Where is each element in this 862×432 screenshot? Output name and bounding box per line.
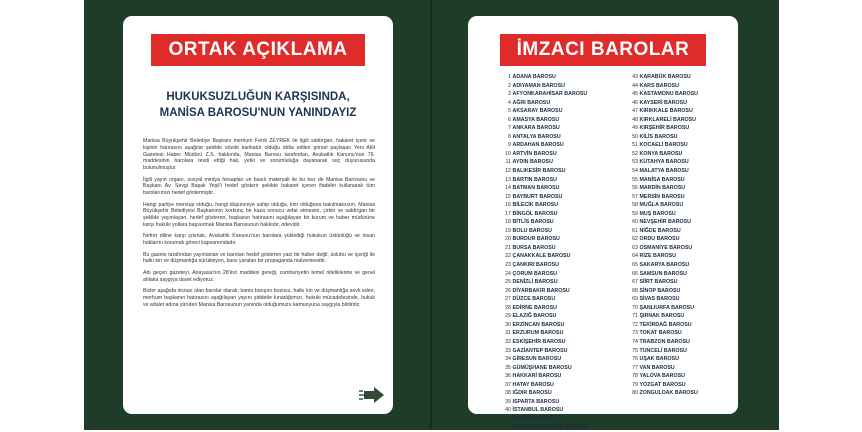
list-item — [502, 329, 588, 338]
list-item — [629, 201, 698, 210]
list-item — [629, 372, 698, 381]
list-item-name: KAHRAMANMARAŞ BAROSU — [512, 424, 588, 431]
list-item-name: RİZE BAROSU — [639, 253, 676, 260]
list-item — [502, 244, 588, 253]
list-item-number: 70 — [632, 304, 638, 311]
list-item — [502, 304, 588, 313]
list-item-name: YALOVA BAROSU — [639, 373, 685, 380]
list-item-number: 49 — [632, 125, 638, 132]
list-item — [629, 176, 698, 185]
list-item — [629, 184, 698, 193]
list-item-name: KOCAELİ BAROSU — [639, 142, 688, 149]
list-item — [502, 261, 588, 270]
list-item — [629, 261, 698, 270]
list-item-number: 8 — [508, 133, 511, 140]
list-item-name: IĞDIR BAROSU — [512, 390, 552, 397]
list-item — [629, 167, 698, 176]
list-item-number: 79 — [632, 381, 638, 388]
list-item-name: MUŞ BAROSU — [639, 210, 676, 217]
list-item — [629, 287, 698, 296]
list-item — [629, 150, 698, 159]
list-item-number: 29 — [505, 313, 511, 320]
list-item — [502, 158, 588, 167]
list-item — [502, 82, 588, 91]
list-item-name: ZONGULDAK BAROSU — [639, 390, 698, 397]
list-item-number: 73 — [632, 330, 638, 337]
headline-line-2: MANİSA BAROSU'NUN YANINDAYIZ — [159, 107, 357, 119]
list-item-name: SİNOP BAROSU — [639, 287, 681, 294]
list-item-name: SİVAS BAROSU — [639, 296, 680, 303]
list-item — [629, 227, 698, 236]
list-item — [629, 355, 698, 364]
bar-list-column-2 — [629, 73, 698, 398]
list-item-name: KİLİS BAROSU — [639, 133, 678, 140]
list-item — [629, 124, 698, 133]
statement-body — [143, 138, 375, 313]
list-item-number: 31 — [505, 330, 511, 337]
list-item-name: ERZİNCAN BAROSU — [512, 321, 565, 328]
list-item-number: 3 — [508, 91, 511, 98]
list-item-number: 63 — [632, 244, 638, 251]
list-item-number: 55 — [632, 176, 638, 183]
list-item-number: 66 — [632, 270, 638, 277]
list-item-number: 19 — [505, 227, 511, 234]
statement-headline — [133, 89, 383, 121]
list-item-name: BİNGÖL BAROSU — [512, 210, 558, 217]
list-item — [502, 372, 588, 381]
list-item-number: 59 — [632, 210, 638, 217]
list-item-name: BALIKESİR BAROSU — [512, 168, 566, 175]
list-item-number: 25 — [505, 279, 511, 286]
list-item — [502, 116, 588, 125]
list-item — [502, 389, 588, 398]
list-item-name: KARS BAROSU — [639, 82, 679, 89]
list-item — [629, 338, 698, 347]
list-item-name: MALATYA BAROSU — [639, 168, 689, 175]
list-item-number: 67 — [632, 279, 638, 286]
list-item — [502, 124, 588, 133]
list-item-name: YOZGAT BAROSU — [639, 381, 686, 388]
list-item-name: AFYONKARAHİSAR BAROSU — [512, 91, 588, 98]
list-item — [502, 312, 588, 321]
list-item — [502, 415, 588, 424]
list-item-name: HAKKARİ BAROSU — [512, 373, 562, 380]
list-item-name: BOLU BAROSU — [512, 227, 552, 234]
list-item-name: KIRŞEHİR BAROSU — [639, 125, 690, 132]
list-item — [502, 167, 588, 176]
list-item-name: NİĞDE BAROSU — [639, 227, 681, 234]
bar-list-column-1 — [502, 73, 588, 432]
list-item — [629, 329, 698, 338]
list-item-number: 1 — [508, 74, 511, 80]
list-item-number: 80 — [632, 390, 638, 397]
list-item — [629, 210, 698, 219]
list-item — [502, 99, 588, 108]
list-item — [629, 73, 698, 82]
list-item-name: SAMSUN BAROSU — [639, 270, 687, 277]
list-item-number: 51 — [632, 142, 638, 149]
list-item — [629, 270, 698, 279]
list-item — [502, 347, 588, 356]
list-item — [502, 338, 588, 347]
list-item-number: 50 — [632, 133, 638, 140]
list-item — [502, 321, 588, 330]
list-item-name: VAN BAROSU — [639, 364, 675, 371]
list-item — [629, 252, 698, 261]
list-item-name: TUNCELİ BAROSU — [639, 347, 687, 354]
list-item — [629, 312, 698, 321]
list-item-name: TEKİRDAĞ BAROSU — [639, 321, 692, 328]
list-item-name: KÜTAHYA BAROSU — [639, 159, 689, 166]
list-item — [502, 270, 588, 279]
list-item — [502, 398, 588, 407]
list-item-name: AMASYA BAROSU — [512, 116, 560, 123]
signatory-bars-page — [468, 16, 738, 431]
list-item — [629, 116, 698, 125]
list-item-name: ÇORUM BAROSU — [512, 270, 557, 277]
signatories-banner: İMZACI BAROLAR — [500, 34, 706, 66]
statement-paragraph: Manisa Büyükşehir Belediye Başkanı merhum Ferdi ZEYREK ile ilgili saldırgan, hakaret içerir ve kişinin hatırasını aşağılar şekilde sözde karikatür olduğu iddia edilen görsel paylaşan Yeni Akit Gazetesi Haber Müdürü Z.S. hakkında, Manisa Barosu tarafından, Avukatlık Kanunu'nun 76. maddesinin barolara tevdi ettiği hak, yetki ve sorumluluğa dayanarak suç duyurusunda bulunulmuştur. — [143, 138, 375, 172]
list-item-number: 40 — [505, 407, 511, 414]
list-item-name: GİRESUN BAROSU — [512, 356, 562, 363]
list-item-name: MUĞLA BAROSU — [639, 202, 684, 209]
list-item-name: ANKARA BAROSU — [512, 125, 560, 132]
list-item-name: BARTIN BAROSU — [512, 176, 557, 183]
list-item — [629, 218, 698, 227]
list-item — [629, 321, 698, 330]
list-item-number: 72 — [632, 321, 638, 328]
list-item-name: BATMAN BAROSU — [512, 185, 560, 192]
page-fold — [430, 0, 432, 430]
list-item — [629, 295, 698, 304]
list-item-name: AYDIN BAROSU — [512, 159, 553, 166]
list-item-number: 75 — [632, 347, 638, 354]
list-item — [629, 244, 698, 253]
list-item — [502, 423, 588, 432]
list-item-number: 7 — [508, 125, 511, 132]
list-item-name: BİTLİS BAROSU — [512, 219, 554, 226]
list-item-number: 13 — [505, 176, 511, 183]
list-item-name: MANİSA BAROSU — [639, 176, 685, 183]
list-item — [629, 158, 698, 167]
list-item-name: HATAY BAROSU — [512, 381, 554, 388]
list-item-number: 46 — [632, 99, 638, 106]
list-item-name: ANTALYA BAROSU — [512, 133, 561, 140]
list-item — [502, 107, 588, 116]
headline-line-1: HUKUKSUZLUĞUN KARŞISINDA, — [166, 91, 350, 103]
list-item-number: 17 — [505, 210, 511, 217]
list-item-number: 30 — [505, 321, 511, 328]
list-item-number: 47 — [632, 108, 638, 115]
list-item-number: 26 — [505, 287, 511, 294]
list-item-number: 62 — [632, 236, 638, 243]
list-item — [629, 304, 698, 313]
list-item-name: SİİRT BAROSU — [639, 279, 678, 286]
list-item-name: ADIYAMAN BAROSU — [512, 82, 565, 89]
list-item-name: TOKAT BAROSU — [639, 330, 682, 337]
list-item-number: 12 — [505, 168, 511, 175]
list-item-name: ARDAHAN BAROSU — [512, 142, 564, 149]
list-item-name: AĞRI BAROSU — [512, 99, 551, 106]
list-item — [502, 133, 588, 142]
list-item-name: DİYARBAKIR BAROSU — [512, 287, 570, 294]
list-item-number: 5 — [508, 108, 511, 115]
list-item-name: ERZURUM BAROSU — [512, 330, 564, 337]
list-item-name: BURDUR BAROSU — [512, 236, 560, 243]
list-item-number: 2 — [508, 82, 511, 89]
list-item-name: BAYBURT BAROSU — [512, 193, 563, 200]
list-item-number: 48 — [632, 116, 638, 123]
list-item-name: BİLECİK BAROSU — [512, 202, 559, 209]
list-item — [502, 201, 588, 210]
list-item-name: GAZİANTEP BAROSU — [512, 347, 568, 354]
list-item — [629, 141, 698, 150]
list-item-name: GÜMÜŞHANE BAROSU — [512, 364, 572, 371]
list-item-name: NEVŞEHİR BAROSU — [639, 219, 692, 226]
list-item-name: KARABÜK BAROSU — [639, 74, 691, 80]
list-item-number: 42 — [505, 424, 511, 431]
list-item-number: 60 — [632, 219, 638, 226]
list-item — [502, 252, 588, 261]
list-item — [502, 355, 588, 364]
list-item-name: ISPARTA BAROSU — [512, 398, 560, 405]
list-item-number: 44 — [632, 82, 638, 89]
list-item-number: 43 — [632, 74, 638, 80]
list-item — [502, 227, 588, 236]
list-item — [502, 73, 588, 82]
list-item — [502, 364, 588, 373]
list-item-number: 28 — [505, 304, 511, 311]
list-item-name: ADANA BAROSU — [512, 74, 556, 80]
list-item-number: 14 — [505, 185, 511, 192]
list-item-name: KIRIKKALE BAROSU — [639, 108, 693, 115]
list-item-name: MARDİN BAROSU — [639, 185, 686, 192]
list-item-name: DENİZLİ BAROSU — [512, 279, 558, 286]
list-item — [629, 99, 698, 108]
list-item-number: 58 — [632, 202, 638, 209]
statement-banner: ORTAK AÇIKLAMA — [151, 34, 365, 66]
list-item-number: 53 — [632, 159, 638, 166]
joint-statement-page — [123, 16, 393, 414]
statement-paragraph: Adı geçen gazeteyi, Anayasa'nın 28'inci maddesi gereği, cumhuriyetin temel niteliklerine ve genel ahlaka saygıya davet ediyoruz. — [143, 269, 375, 283]
list-item — [502, 235, 588, 244]
list-item-number: 54 — [632, 168, 638, 175]
list-item-name: ŞANLIURFA BAROSU — [639, 304, 695, 311]
list-item-name: ELAZIĞ BAROSU — [512, 313, 557, 320]
list-item — [502, 141, 588, 150]
list-item-name: KASTAMONU BAROSU — [639, 91, 698, 98]
list-item-name: KONYA BAROSU — [639, 150, 683, 157]
list-item-number: 39 — [505, 398, 511, 405]
list-item-number: 23 — [505, 262, 511, 269]
list-item-number: 22 — [505, 253, 511, 260]
list-item-number: 32 — [505, 338, 511, 345]
statement-paragraph: Bizler aşağıda imzası olan barolar olarak; kamu barışını bozucu, halkı kin ve düşmanlığa sevk eden, merhum başkanın hatırasını aşağılayan yayını şiddetle kınadığımızı, hukuki mücadelesinde, hukuk ve adalet adına yürüten Manisa Barosunun yanında olduğumuzu kamuoyuna saygıyla bildiririz. — [143, 287, 375, 308]
list-item — [629, 278, 698, 287]
list-item-number: 18 — [505, 219, 511, 226]
list-item-number: 57 — [632, 193, 638, 200]
list-item-number: 45 — [632, 91, 638, 98]
list-item — [502, 150, 588, 159]
statement-paragraph: İlgili yayın organı, sosyal medya hesapları ve basılı materyali ile bu kez de Manisa Barosunu ve Başkanı Av. Sevgi Başak Yeşil'i hedef gösterir şekilde hakaret içeren ifadeler kullanarak tüm barolarımızı hedef göstermiştir. — [143, 176, 375, 197]
list-item-number: 16 — [505, 202, 511, 209]
list-item-number: 34 — [505, 356, 511, 363]
list-item — [629, 389, 698, 398]
list-item-number: 52 — [632, 150, 638, 157]
list-item — [502, 287, 588, 296]
list-item-name: ARTVİN BAROSU — [512, 150, 557, 157]
list-item — [502, 278, 588, 287]
list-item-number: 15 — [505, 193, 511, 200]
list-item-name: İSTANBUL BAROSU — [512, 407, 564, 414]
list-item-name: KAYSERİ BAROSU — [639, 99, 687, 106]
list-item — [629, 193, 698, 202]
list-item — [629, 235, 698, 244]
list-item-name: ESKİŞEHİR BAROSU — [512, 338, 566, 345]
list-item-number: 9 — [508, 142, 511, 149]
list-item-number: 37 — [505, 381, 511, 388]
list-item-number: 27 — [505, 296, 511, 303]
list-item-name: EDİRNE BAROSU — [512, 304, 557, 311]
list-item-name: SAKARYA BAROSU — [639, 262, 690, 269]
list-item — [502, 176, 588, 185]
list-item-number: 36 — [505, 373, 511, 380]
list-item-number: 74 — [632, 338, 638, 345]
list-item-name: UŞAK BAROSU — [639, 356, 679, 363]
list-item — [502, 381, 588, 390]
list-item-name: İZMİR BAROSU — [512, 415, 552, 422]
list-item-name: ÇANKIRI BAROSU — [512, 262, 559, 269]
list-item-name: ŞIRNAK BAROSU — [639, 313, 685, 320]
arrow-right-icon[interactable] — [359, 386, 385, 404]
list-item-number: 68 — [632, 287, 638, 294]
list-item-name: KIRKLARELİ BAROSU — [639, 116, 696, 123]
list-item — [629, 82, 698, 91]
list-item-number: 11 — [505, 159, 511, 166]
list-item-name: BURSA BAROSU — [512, 244, 556, 251]
list-item — [502, 218, 588, 227]
list-item — [502, 184, 588, 193]
list-item-number: 21 — [505, 244, 511, 251]
list-item — [629, 364, 698, 373]
list-item — [502, 193, 588, 202]
list-item-name: TRABZON BAROSU — [639, 338, 690, 345]
list-item-number: 64 — [632, 253, 638, 260]
list-item-name: DÜZCE BAROSU — [512, 296, 556, 303]
statement-paragraph: Bu gazete tarafından yayınlanan ve baroları hedef gösteren yazı bir haber değil, üslubu ve içeriği ile halkı kin ve düşmanlığa sürükleyen, kaos yaratan bir propaganda malzemesidir. — [143, 251, 375, 265]
statement-paragraph: Hangi partiye mensup olduğu, hangi düşünceye sahip olduğu, kim olduğuna bakılmaksızın, Manisa Büyükşehir Belediyesi Başkanının korkunç bir kaza sonucu vefat etmesini, çirkin ve saldırgan bir şekilde yayınlayan, hedef gösteren, başkanın hatırasını aşağılayan bir kurum ve haber müdürüne karşı hukuki yollara başvurmak Manisa Barosunun hakkıdır, ödevidir. — [143, 201, 375, 228]
list-item-name: AKSARAY BAROSU — [512, 108, 563, 115]
list-item-number: 69 — [632, 296, 638, 303]
list-item — [502, 90, 588, 99]
list-item-number: 33 — [505, 347, 511, 354]
list-item-number: 41 — [505, 415, 511, 422]
list-item — [502, 406, 588, 415]
list-item — [629, 133, 698, 142]
list-item-number: 77 — [632, 364, 638, 371]
list-item-name: ORDU BAROSU — [639, 236, 680, 243]
list-item — [629, 381, 698, 390]
list-item — [629, 107, 698, 116]
list-item-number: 10 — [505, 150, 511, 157]
list-item-name: ÇANAKKALE BAROSU — [512, 253, 571, 260]
list-item-number: 38 — [505, 390, 511, 397]
list-item-name: MERSİN BAROSU — [639, 193, 685, 200]
list-item — [502, 295, 588, 304]
statement-paragraph: Nefret diline karşı çıkmak, Avukatlık Kanunu'nun barolara yüklediği hukukun üstünlüğü ve insan haklarını korumak görevi kapsamındadır. — [143, 233, 375, 247]
list-item-number: 76 — [632, 356, 638, 363]
list-item-number: 35 — [505, 364, 511, 371]
list-item-number: 56 — [632, 185, 638, 192]
list-item-number: 78 — [632, 373, 638, 380]
list-item-number: 4 — [508, 99, 511, 106]
list-item-number: 61 — [632, 227, 638, 234]
list-item-name: OSMANİYE BAROSU — [639, 244, 693, 251]
list-item — [502, 210, 588, 219]
list-item-number: 65 — [632, 262, 638, 269]
list-item-number: 20 — [505, 236, 511, 243]
list-item-number: 24 — [505, 270, 511, 277]
list-item-number: 6 — [508, 116, 511, 123]
list-item — [629, 347, 698, 356]
list-item-number: 71 — [632, 313, 638, 320]
list-item — [629, 90, 698, 99]
